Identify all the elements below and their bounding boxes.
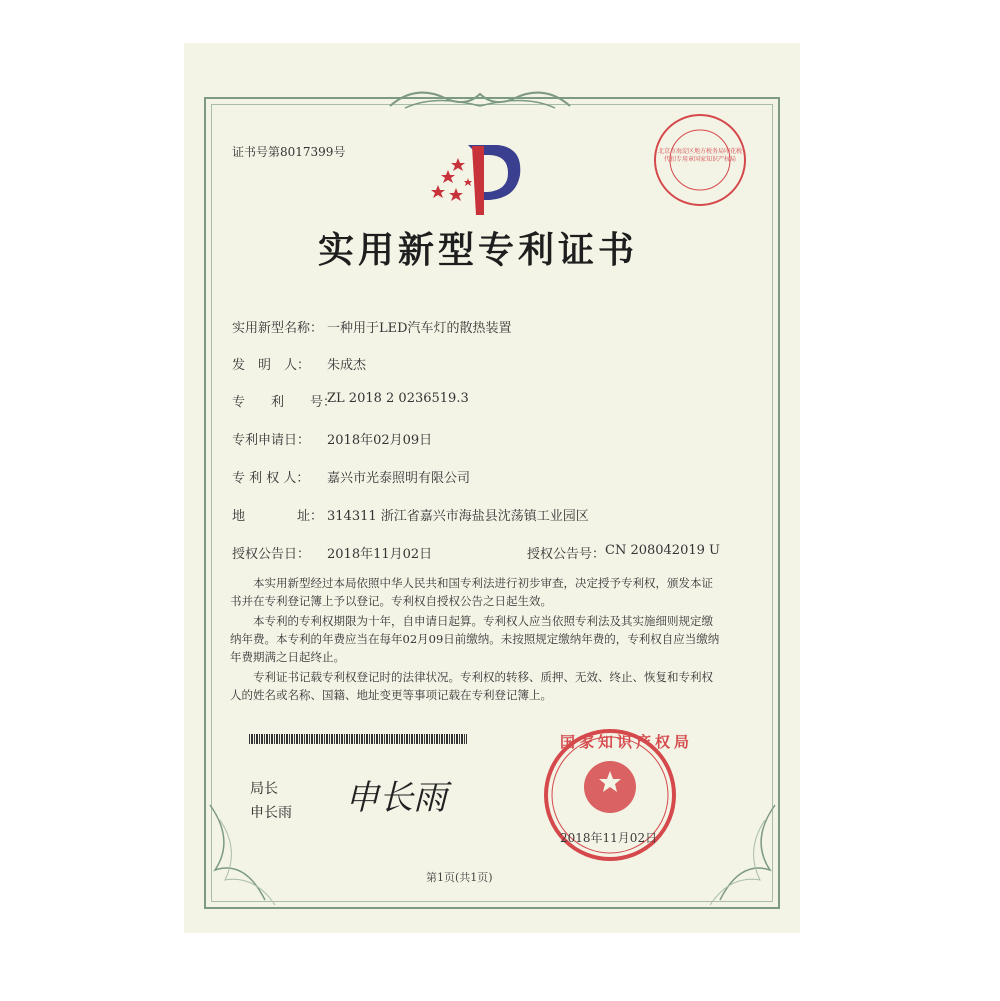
patent-logo-icon [428, 140, 524, 220]
tax-stamp [650, 110, 750, 210]
application-date-value: 2018年02月09日 [327, 433, 433, 448]
address-label: 地 址： [232, 509, 324, 524]
patentee-label: 专 利 权 人： [232, 471, 310, 486]
page-footer: 第1页(共1页) [426, 871, 493, 884]
director-name: 申长雨 [250, 805, 292, 821]
seal-date: 2018年11月02日 [560, 831, 658, 845]
director-title: 局长 [250, 781, 278, 797]
grant-date-label: 授权公告日： [232, 547, 311, 562]
grant-number-label: 授权公告号： [527, 547, 606, 562]
top-ornament [385, 84, 575, 114]
address-value: 314311 浙江省嘉兴市海盐县沈荡镇工业园区 [327, 509, 589, 524]
certificate-title: 实用新型专利证书 [318, 229, 639, 271]
inventor-label: 发 明 人： [232, 358, 311, 373]
grant-number-value: CN 208042019 U [605, 543, 720, 558]
paragraph-2: 本专利的专利权期限为十年，自申请日起算。专利权人应当依照专利法及其实施细则规定缴纳年费。本专利的年费应当在每年02月09日前缴纳。未按照规定缴纳年费的，专利权自应当缴纳年费期满之日起终止。 [230, 614, 720, 664]
grant-date-value: 2018年11月02日 [327, 547, 433, 562]
tax-stamp-text: 北京市海淀区地方税务局印花税代扣专用章国家知识产权局 [658, 148, 743, 163]
application-date-label: 专利申请日： [232, 433, 311, 448]
inventor-value: 朱成杰 [327, 358, 367, 373]
patent-number-value: ZL 2018 2 0236519.3 [327, 391, 469, 406]
utility-model-name-value: 一种用于LED汽车灯的散热装置 [327, 321, 512, 336]
official-seal [540, 725, 694, 865]
paragraph-1: 本实用新型经过本局依照中华人民共和国专利法进行初步审查，决定授予专利权，颁发本证书并在专利登记簿上予以登记。专利权自授权公告之日起生效。 [230, 576, 713, 608]
patent-number-label: 专 利 号： [232, 395, 337, 410]
bottom-right-ornament [700, 800, 780, 910]
director-signature: 申长雨 [345, 778, 447, 818]
patentee-value: 嘉兴市光泰照明有限公司 [327, 471, 471, 486]
paragraph-3: 专利证书记载专利权登记时的法律状况。专利权的转移、质押、无效、终止、恢复和专利权人的姓名或名称、国籍、地址变更等事项记载在专利登记簿上。 [230, 670, 713, 702]
barcode [249, 734, 467, 744]
utility-model-name-label: 实用新型名称： [232, 321, 324, 336]
seal-ring-text: 国家知识产权局 [560, 733, 694, 751]
certificate-number: 证书号第8017399号 [232, 145, 346, 159]
